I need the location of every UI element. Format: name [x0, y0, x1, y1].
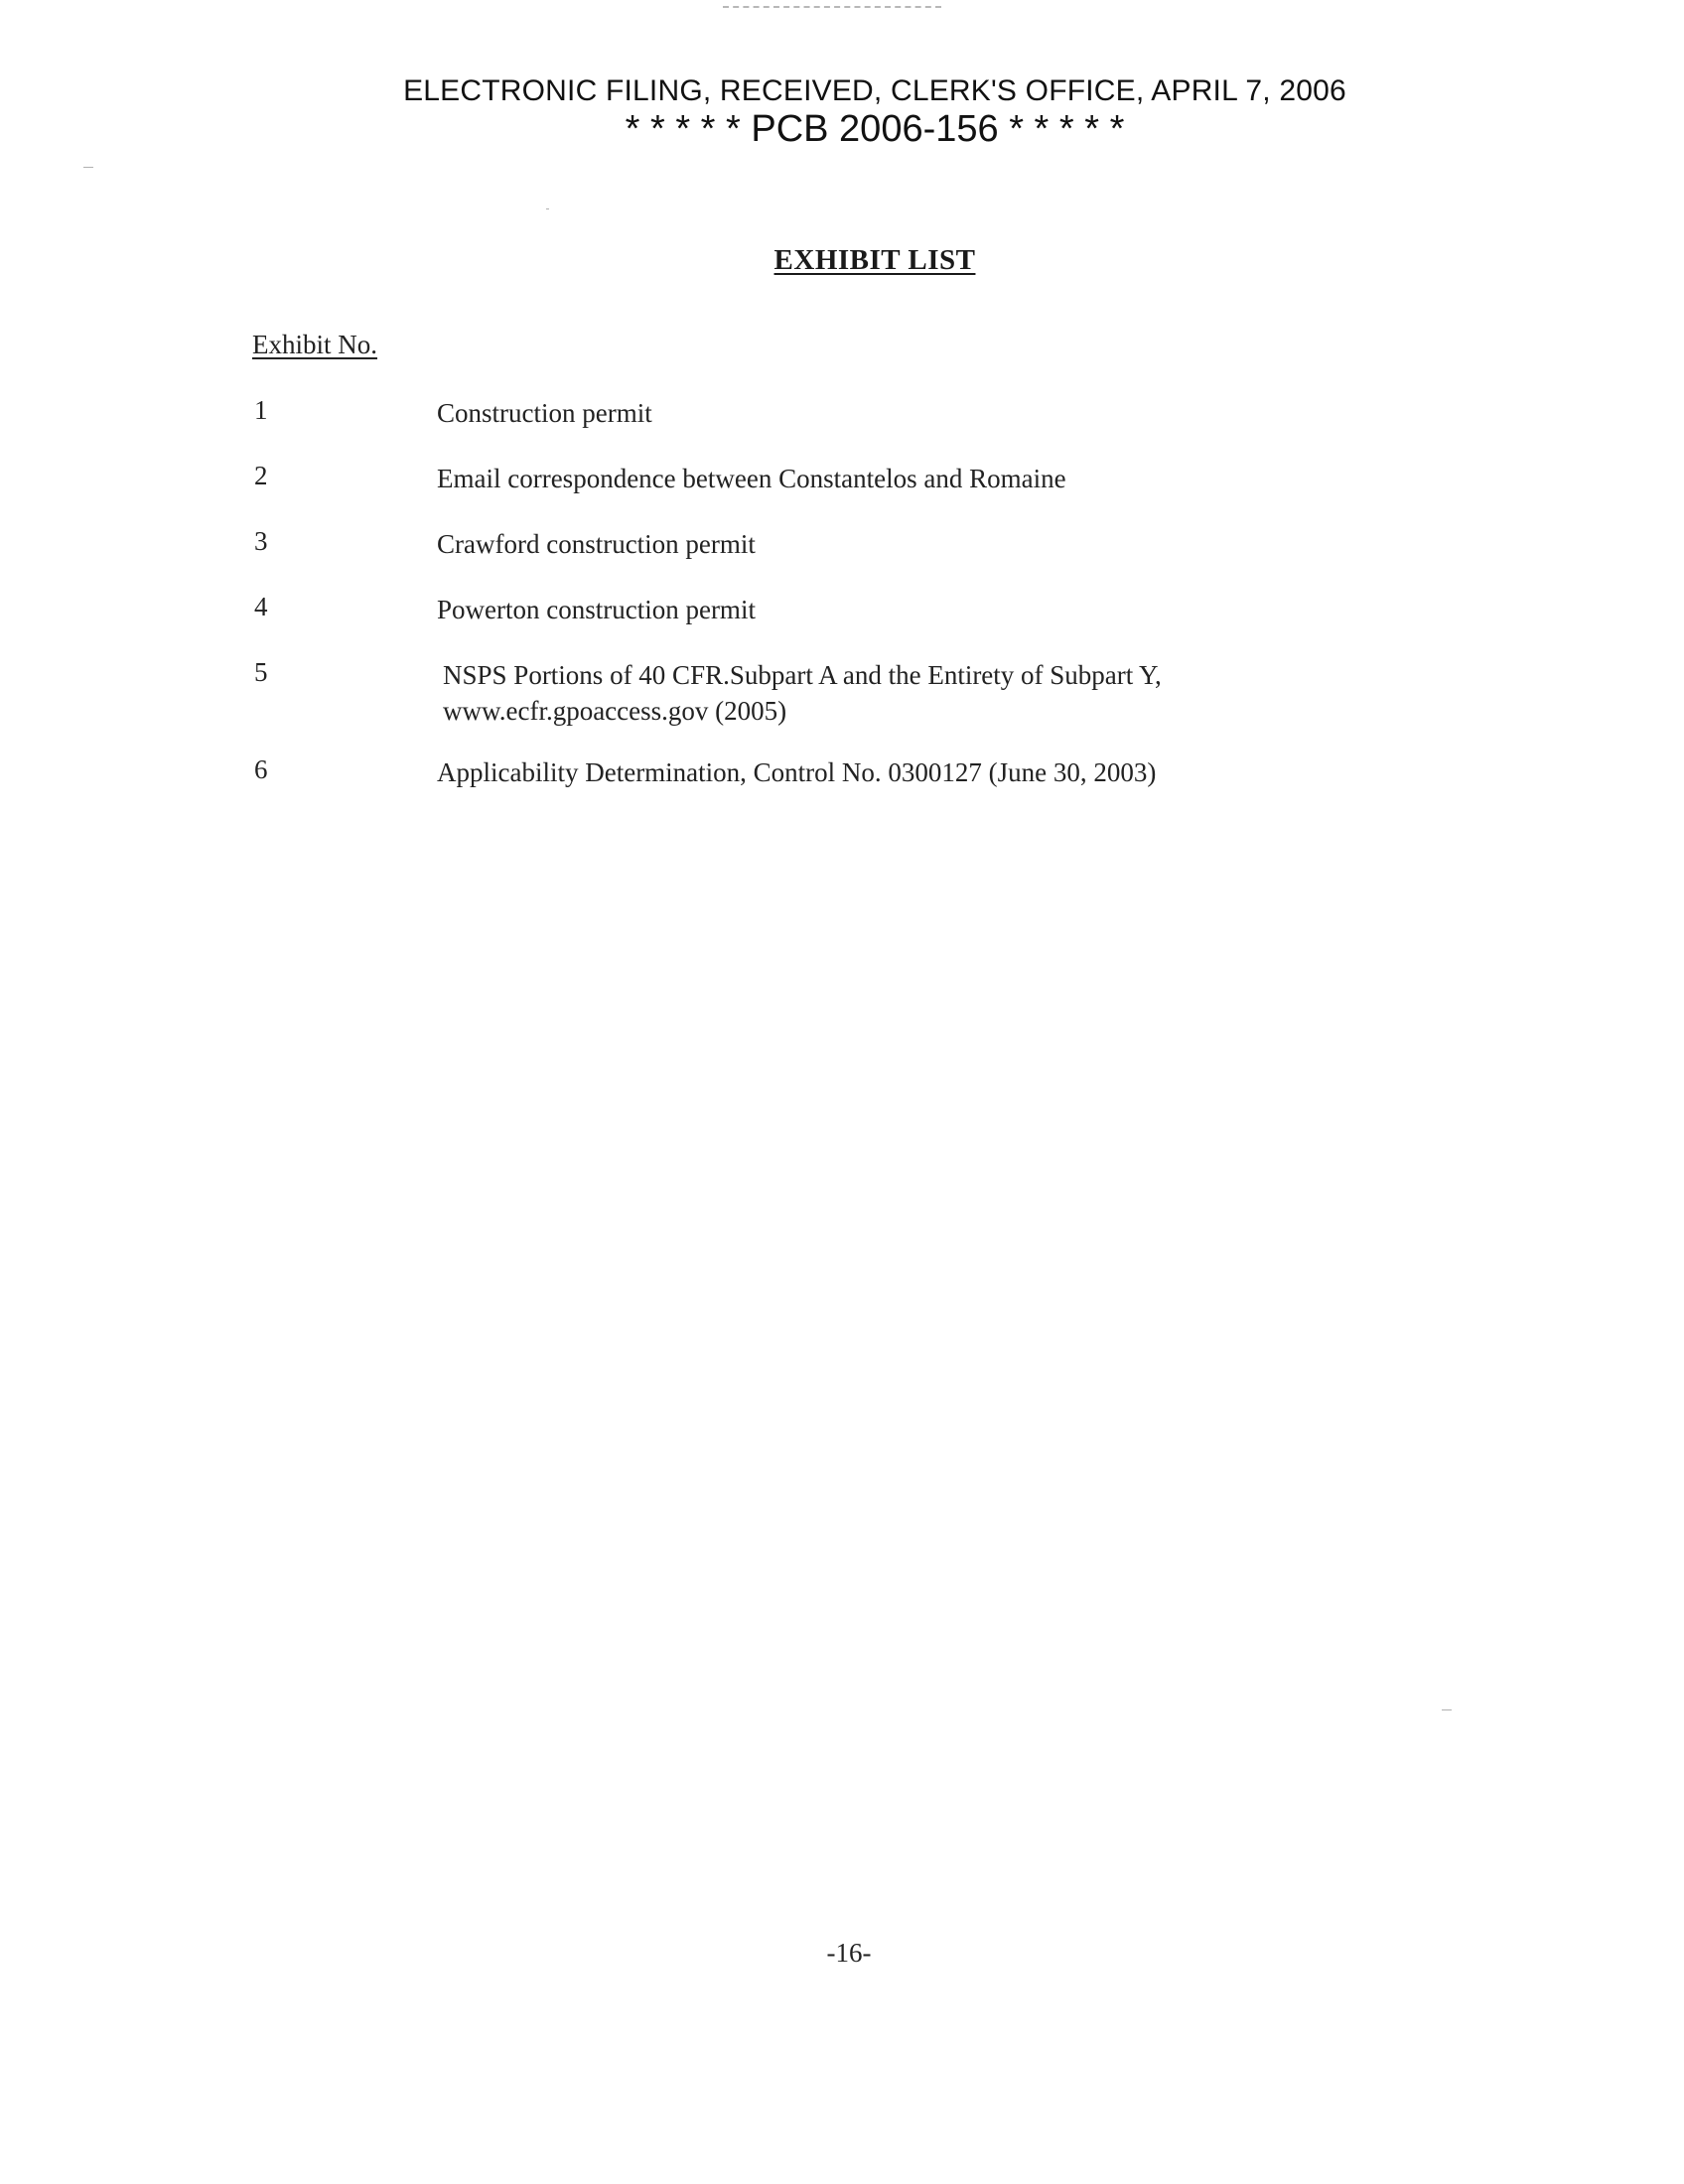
exhibit-number: 3 [254, 526, 268, 556]
exhibit-description-line: www.ecfr.gpoaccess.gov (2005) [443, 696, 787, 726]
exhibit-number: 1 [254, 395, 268, 425]
exhibit-description: Crawford construction permit [437, 529, 756, 559]
exhibit-description [443, 657, 1336, 729]
exhibit-description-line: NSPS Portions of 40 CFR.Subpart A and the Entirety of Subpart Y, [443, 660, 1162, 690]
exhibit-number: 6 [254, 754, 268, 784]
scan-artifact-speck [83, 167, 93, 168]
exhibit-description: Construction permit [437, 398, 652, 428]
exhibit-description: Applicability Determination, Control No. 0300127 (June 30, 2003) [437, 757, 1157, 787]
case-number-line: * * * * * PCB 2006-156 * * * * * [625, 108, 1125, 150]
scan-artifact-speck [1442, 1709, 1452, 1710]
exhibit-description: Email correspondence between Constantelos and Romaine [437, 464, 1066, 493]
page-title-text: EXHIBIT LIST [773, 244, 976, 276]
scan-artifact-line [723, 6, 941, 10]
exhibit-number: 5 [254, 657, 268, 687]
exhibit-number: 2 [254, 461, 268, 490]
filing-stamp-header [0, 73, 1684, 149]
exhibit-description: Powerton construction permit [437, 595, 756, 624]
exhibit-number-column-header: Exhibit No. [252, 330, 377, 359]
page-number: -16- [826, 1938, 872, 1968]
scan-artifact-speck [546, 208, 549, 209]
page-title [0, 244, 1684, 277]
filing-received-line: ELECTRONIC FILING, RECEIVED, CLERK'S OFFICE, APRIL 7, 2006 [403, 74, 1346, 107]
exhibit-number: 4 [254, 592, 268, 621]
